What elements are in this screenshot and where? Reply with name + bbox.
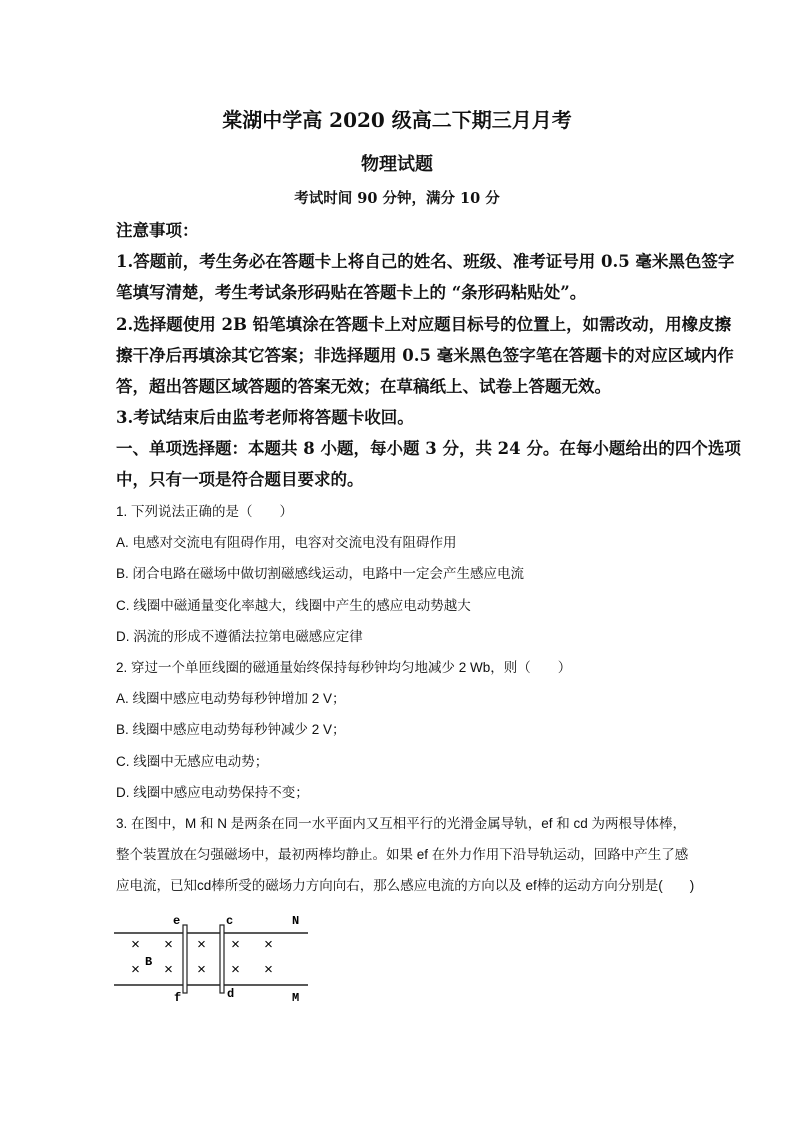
rod-ef — [183, 925, 187, 993]
notice-line: 2.选择题使用 2B 铅笔填涂在答题卡上对应题目标号的位置上，如需改动，用橡皮擦 — [116, 315, 732, 334]
question-1-option-c: C. 线圈中磁通量变化率越大，线圈中产生的感应电动势越大 — [116, 598, 471, 613]
field-cross: × — [264, 962, 274, 979]
notice-line: 1.答题前，考生务必在答题卡上将自己的姓名、班级、准考证号用 0.5 毫米黑色签字 — [116, 252, 735, 271]
question-2-option-c: C. 线圈中无感应电动势； — [116, 754, 269, 769]
label-m: M — [292, 991, 300, 1005]
rod-cd — [220, 925, 224, 993]
field-cross: × — [131, 962, 141, 979]
label-e: e — [173, 914, 181, 928]
field-cross: × — [131, 937, 141, 954]
label-f: f — [174, 991, 182, 1005]
section-heading: 一、单项选择题：本题共 8 小题，每小题 3 分，共 24 分。在每小题给出的四个选项 — [116, 439, 741, 458]
question-2-option-d: D. 线圈中感应电动势保持不变； — [116, 785, 309, 800]
question-3-stem: 整个装置放在匀强磁场中，最初两棒均静止。如果 ef 在外力作用下沿导轨运动，回路中产生了感 — [116, 847, 689, 862]
question-2-option-b: B. 线圈中感应电动势每秒钟减少 2 V； — [116, 722, 346, 737]
question-3-stem: 应电流，已知cd棒所受的磁场力方向向右，那么感应电流的方向以及 ef棒的运动方向分别是( ) — [116, 878, 695, 893]
notice-line: 笔填写清楚，考生考试条形码贴在答题卡上的 “条形码粘贴处”。 — [116, 283, 587, 302]
rail-figure — [112, 910, 322, 1010]
field-cross: × — [197, 937, 207, 954]
exam-info: 考试时间 90 分钟，满分 10 分 — [294, 190, 500, 207]
field-cross: × — [164, 937, 174, 954]
field-cross: × — [264, 937, 274, 954]
field-cross: × — [164, 962, 174, 979]
question-1-option-b: B. 闭合电路在磁场中做切割磁感线运动，电路中一定会产生感应电流 — [116, 566, 525, 581]
notice-line: 3.考试结束后由监考老师将答题卡收回。 — [116, 408, 414, 427]
subject-title: 物理试题 — [361, 154, 433, 175]
notice-heading: 注意事项： — [116, 221, 199, 240]
question-1-option-d: D. 涡流的形成不遵循法拉第电磁感应定律 — [116, 629, 363, 644]
notice-line: 答，超出答题区域答题的答案无效；在草稿纸上、试卷上答题无效。 — [116, 377, 611, 396]
field-cross: × — [231, 937, 241, 954]
label-n: N — [292, 914, 300, 928]
field-cross: × — [231, 962, 241, 979]
label-b: B — [145, 955, 153, 969]
question-2-option-a: A. 线圈中感应电动势每秒钟增加 2 V； — [116, 691, 346, 706]
question-1-option-a: A. 电感对交流电有阻碍作用，电容对交流电没有阻碍作用 — [116, 535, 457, 550]
label-d: d — [227, 987, 235, 1001]
question-1-stem: 1. 下列说法正确的是（ ） — [116, 504, 294, 519]
field-cross: × — [197, 962, 207, 979]
question-3-stem: 3. 在图中，M 和 N 是两条在同一水平面内又互相平行的光滑金属导轨，ef 和 cd 为两根导体棒， — [116, 816, 687, 831]
notice-line: 擦干净后再填涂其它答案；非选择题用 0.5 毫米黑色签字笔在答题卡的对应区域内作 — [116, 346, 734, 365]
question-2-stem: 2. 穿过一个单匝线圈的磁通量始终保持每秒钟均匀地减少 2 Wb，则（ ） — [116, 660, 572, 675]
section-heading: 中，只有一项是符合题目要求的。 — [116, 470, 364, 489]
label-c: c — [226, 914, 234, 928]
exam-title: 棠湖中学高 2020 级高二下期三月月考 — [222, 108, 572, 132]
